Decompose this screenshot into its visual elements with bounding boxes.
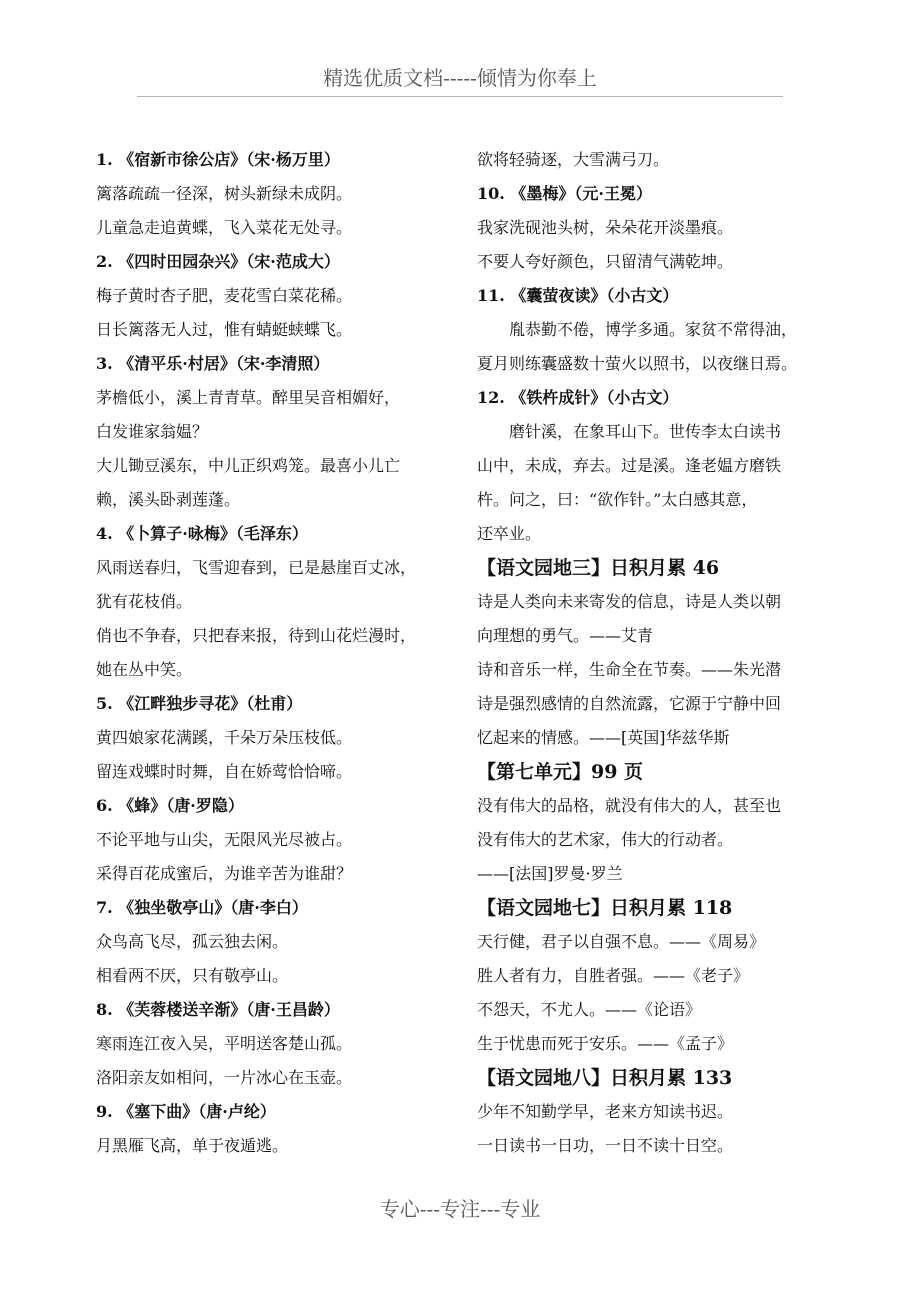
paragraph-line: 胤恭勤不倦，博学多通。家贫不常得油， (509, 320, 798, 339)
text-line: 梅子黄时杏子肥，麦花雪白菜花稀。 (96, 286, 353, 305)
text-line: 日长篱落无人过，惟有蜻蜓蛱蝶飞。 (96, 320, 353, 339)
text-line: 寒雨连江夜入吴，平明送客楚山孤。 (96, 1034, 353, 1053)
text-line: 天行健，君子以自强不息。——《周易》 (477, 932, 766, 951)
poem-title: 10. 《墨梅》（元·王冕） (477, 184, 652, 203)
text-line: 篱落疏疏一径深，树头新绿未成阴。 (96, 184, 353, 203)
left-column (96, 143, 444, 1163)
right-column (477, 143, 825, 1163)
text-line: 白发谁家翁媪？ (96, 422, 209, 441)
text-line: 采得百花成蜜后，为谁辛苦为谁甜？ (96, 864, 353, 883)
text-line: 黄四娘家花满蹊，千朵万朵压枝低。 (96, 728, 353, 747)
text-line: 胜人者有力，自胜者强。——《老子》 (477, 966, 750, 985)
paragraph-line: 磨针溪，在象耳山下。世传李太白读书 (509, 422, 782, 441)
section-heading: 【语文园地八】日积月累 133 (477, 1067, 733, 1089)
text-line: 我家洗砚池头树，朵朵花开淡墨痕。 (477, 218, 734, 237)
text-line: 夏月则练囊盛数十萤火以照书，以夜继日焉。 (477, 354, 798, 373)
poem-title: 6. 《蜂》（唐·罗隐） (96, 796, 244, 815)
text-line: 她在丛中笑。 (96, 660, 193, 679)
text-line: 月黑雁飞高，单于夜遁逃。 (96, 1136, 289, 1155)
header-divider (137, 96, 783, 97)
text-line: 还卒业。 (477, 524, 542, 543)
text-line: 不要人夸好颜色，只留清气满乾坤。 (477, 252, 734, 271)
poem-title: 1. 《宿新市徐公店》（宋·杨万里） (96, 150, 340, 169)
text-line: 相看两不厌，只有敬亭山。 (96, 966, 289, 985)
text-line: 众鸟高飞尽，孤云独去闲。 (96, 932, 289, 951)
text-line: 向理想的勇气。——艾青 (477, 626, 654, 645)
text-line: ——[法国]罗曼·罗兰 (477, 864, 623, 883)
text-line: 一日读书一日功，一日不读十日空。 (477, 1136, 734, 1155)
poem-title: 12. 《铁杵成针》（小古文） (477, 388, 679, 407)
text-line: 风雨送春归，飞雪迎春到，已是悬崖百丈冰， (96, 558, 417, 577)
page-footer: 专心---专注---专业 (379, 1197, 541, 1221)
poem-title: 11. 《囊萤夜读》（小古文） (477, 286, 679, 305)
text-line: 忆起来的情感。——[英国]华兹华斯 (477, 728, 730, 747)
poem-title: 7. 《独坐敬亭山》（唐·李白） (96, 898, 308, 917)
text-line: 留连戏蝶时时舞，自在娇莺恰恰啼。 (96, 762, 353, 781)
text-line: 欲将轻骑逐，大雪满弓刀。 (477, 150, 670, 169)
poem-title: 2. 《四时田园杂兴》（宋·范成大） (96, 252, 340, 271)
text-line: 山中，未成，弃去。过是溪。逢老媪方磨铁 (477, 456, 782, 475)
text-line: 不论平地与山尖，无限风光尽被占。 (96, 830, 353, 849)
poem-title: 9. 《塞下曲》（唐·卢纶） (96, 1102, 276, 1121)
text-line: 没有伟大的品格，就没有伟大的人，甚至也 (477, 796, 782, 815)
poem-title: 8. 《芙蓉楼送辛渐》（唐·王昌龄） (96, 1000, 340, 1019)
section-heading: 【语文园地三】日积月累 46 (477, 557, 720, 579)
text-line: 杵。问之，曰：“欲作针。”太白感其意， (477, 490, 758, 509)
text-line: 诗是人类向未来寄发的信息，诗是人类以朝 (477, 592, 782, 611)
text-line: 儿童急走追黄蝶，飞入菜花无处寻。 (96, 218, 353, 237)
text-line: 赖，溪头卧剥莲蓬。 (96, 490, 241, 509)
page-header: 精选优质文档-----倾情为你奉上 (323, 66, 597, 90)
text-line: 不怨天，不尤人。——《论语》 (477, 1000, 702, 1019)
text-line: 茅檐低小，溪上青青草。醉里吴音相媚好， (96, 388, 401, 407)
text-line: 诗是强烈感情的自然流露，它源于宁静中回 (477, 694, 782, 713)
text-line: 犹有花枝俏。 (96, 592, 193, 611)
text-line: 洛阳亲友如相问，一片冰心在玉壶。 (96, 1068, 353, 1087)
section-heading: 【语文园地七】日积月累 118 (477, 897, 733, 919)
text-line: 没有伟大的艺术家，伟大的行动者。 (477, 830, 734, 849)
poem-title: 5. 《江畔独步寻花》（杜甫） (96, 694, 303, 713)
text-line: 大儿锄豆溪东，中儿正织鸡笼。最喜小儿亡 (96, 456, 401, 475)
text-line: 诗和音乐一样，生命全在节奏。——朱光潜 (477, 660, 782, 679)
text-line: 生于忧患而死于安乐。——《孟子》 (477, 1034, 734, 1053)
poem-title: 3. 《清平乐·村居》（宋·李清照） (96, 354, 330, 373)
text-line: 俏也不争春，只把春来报，待到山花烂漫时， (96, 626, 417, 645)
section-heading: 【第七单元】99 页 (477, 761, 644, 783)
text-line: 少年不知勤学早，老来方知读书迟。 (477, 1102, 734, 1121)
poem-title: 4. 《卜算子·咏梅》（毛泽东） (96, 524, 308, 543)
